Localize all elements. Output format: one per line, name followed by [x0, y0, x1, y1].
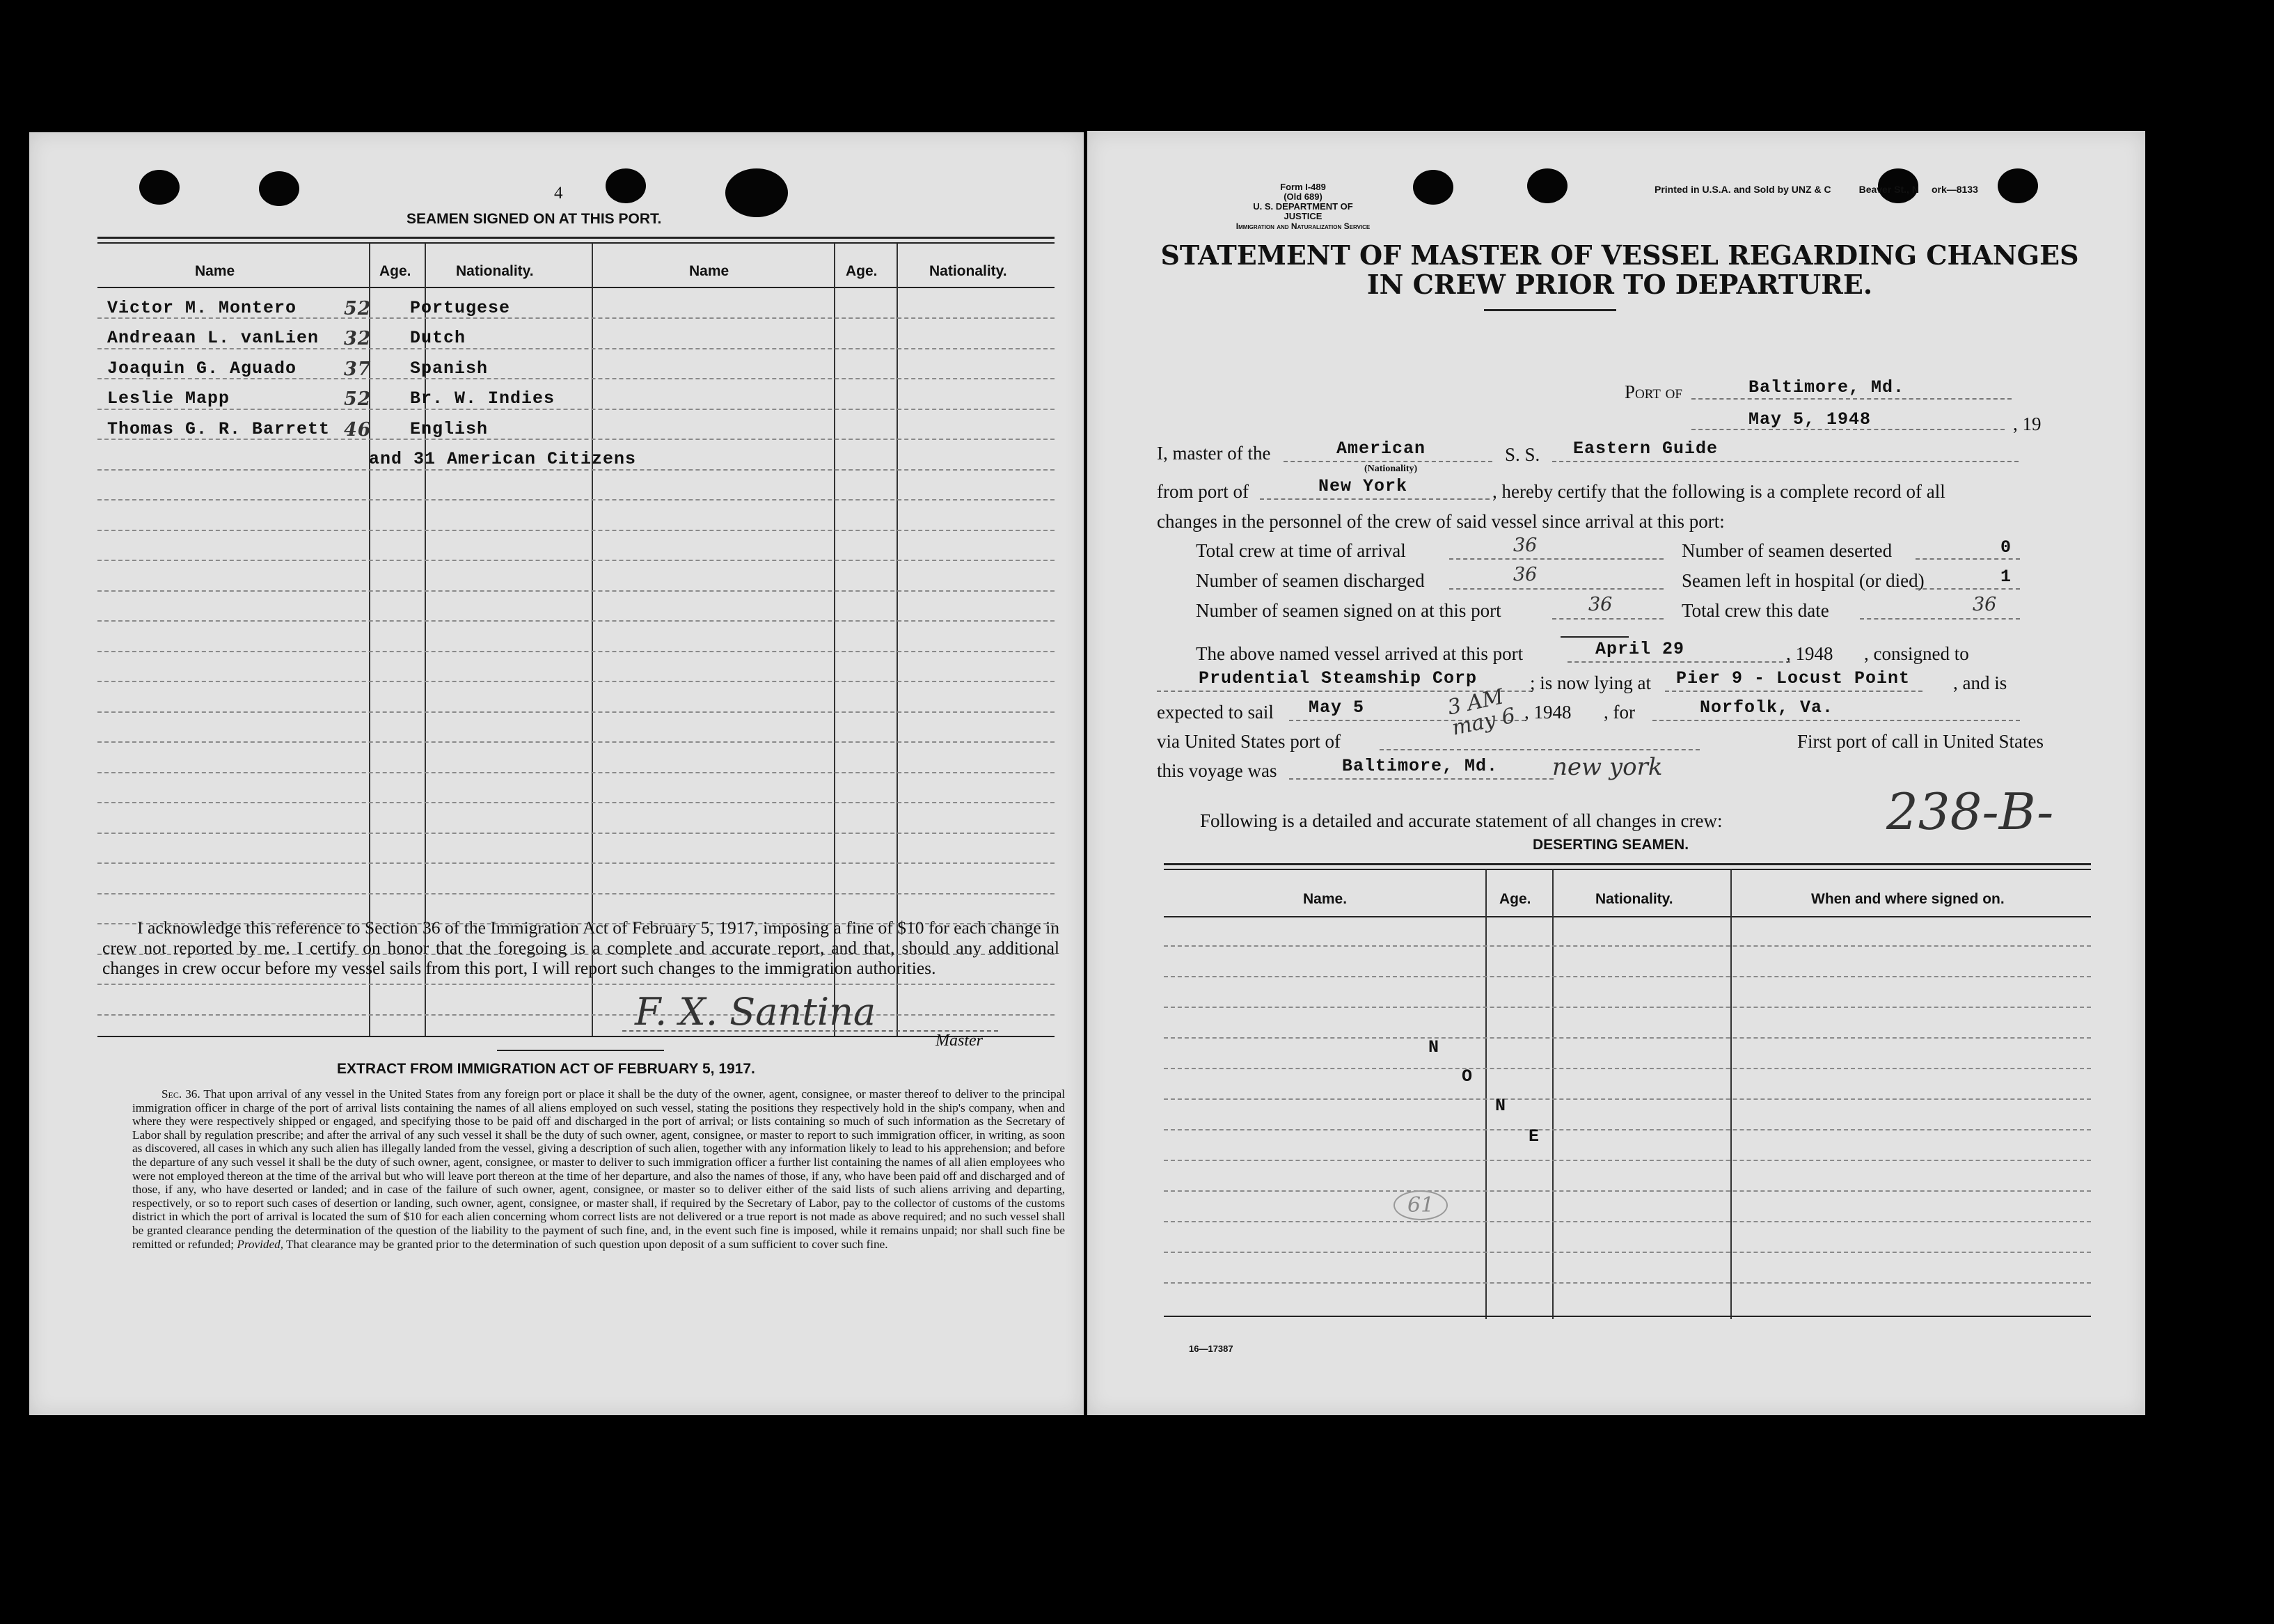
- consignee: Prudential Steamship Corp: [1199, 668, 1478, 688]
- table-row: Thomas G. R. Barrett 46 English: [107, 419, 489, 441]
- total-crew-arrival-value: 36: [1513, 535, 1538, 556]
- circled-note: 61: [1393, 1190, 1448, 1220]
- voyage-port: Baltimore, Md.: [1342, 756, 1499, 776]
- printer-imprint: Printed in U.S.A. and Sold by UNZ & C Beaver St., N ork—8133: [1655, 184, 1978, 195]
- discharged-label: Number of seamen discharged: [1196, 570, 1425, 591]
- master-signature: F. X. Santina: [635, 990, 876, 1034]
- col-header-nationality: Nationality.: [456, 263, 534, 279]
- punch-hole: [259, 171, 299, 206]
- punch-hole: [1413, 170, 1453, 205]
- file-number: 238-B-: [1886, 782, 2054, 841]
- punch-hole: [725, 168, 788, 217]
- arrived-year: , 1948: [1786, 643, 1833, 664]
- table-row: Victor M. Montero 52 Portugese: [107, 298, 511, 320]
- ss-label: S. S.: [1505, 444, 1540, 465]
- col-header-name: Name: [195, 263, 235, 279]
- port-of-value: Baltimore, Md.: [1748, 377, 1905, 397]
- none-letter: E: [1529, 1126, 1540, 1146]
- deserted-label: Number of seamen deserted: [1682, 540, 1893, 561]
- total-today-label: Total crew this date: [1682, 600, 1829, 621]
- expected-label: expected to sail: [1157, 702, 1274, 723]
- col-header-nationality-2: Nationality.: [929, 263, 1007, 279]
- table-row: Leslie Mapp 52 Br. W. Indies: [107, 388, 555, 410]
- destination: Norfolk, Va.: [1700, 697, 1834, 718]
- pier-location: Pier 9 - Locust Point: [1676, 668, 1911, 688]
- none-letter: O: [1462, 1066, 1474, 1087]
- certify-text: , hereby certify that the following is a complete record of all: [1492, 481, 1945, 502]
- desert-col-signed-on: When and where signed on.: [1811, 891, 2005, 907]
- signed-on-value: 36: [1588, 594, 1613, 615]
- master-of-label: I, master of the: [1157, 443, 1271, 464]
- statement-date: May 5, 1948: [1748, 409, 1872, 429]
- changes-text: changes in the personnel of the crew of said vessel since arrival at this port:: [1157, 511, 1725, 532]
- lying-label: ; is now lying at: [1530, 672, 1651, 693]
- discharged-value: 36: [1513, 564, 1538, 585]
- right-page: [1087, 131, 2145, 1415]
- desert-col-age: Age.: [1499, 891, 1531, 907]
- from-port-value: New York: [1318, 476, 1408, 496]
- nationality-caption: (Nationality): [1364, 464, 1418, 474]
- section-36-text: Sec. 36. That upon arrival of any vessel in the United States from any foreign port or place it shall be the duty of the owner, agent, consignee, or master thereof to deliver to the principal immigration officer in charge of the port of arrival lists containing the names of all aliens employed on such vessel, stating the positions they respectively hold in the ship's company, when and where they were respectively shipped or engaged, and specifying those to be paid off and discharged in the port of arrival; or lists containing so much of such information as the Secretary of Labor shall by regulation prescribe; and after the arrival of any such vessel it shall be the duty of such owner, agent, consignee, or master to report to such immigration officer, in writing, as soon as discovered, all cases in which any such alien has illegally landed from the vessel, giving a description of such alien, together with any information likely to lead to his apprehension; and before the departure of any such vessel it shall be the duty of such owner, agent, consignee, or master to deliver to such immigration officer a further list containing the names of all alien employees who were not employed thereon at the time of the arrival but who will leave port thereon at the time of her departure, and also the names of those, if any, who have been paid off and discharged and of those, if any, who have deserted or landed; and in case of the failure of such owner, agent, consignee, or master so to deliver either of the said lists of such aliens arriving and departing, respectively, or so to report such cases of desertion or landing, such owner, agent, consignee, or master shall, if required by the Secretary of Labor, pay to the collector of customs of the customs district in which the port of arrival is located the sum of $10 for each alien concerning whom correct lists are not delivered or a true report is not made as above required; and no such vessel shall be granted clearance pending the determination of the question of the liability to the payment of such fine, and, in the event such fine is imposed, while it remains unpaid; nor shall such fine be remitted or refunded; Provided, That clearance may be granted prior to the determination of such question upon deposit of a sum sufficient to cover such fine.: [132, 1087, 1065, 1251]
- via-label: via United States port of: [1157, 731, 1341, 752]
- punch-hole: [606, 168, 646, 203]
- port-of-label: Port of: [1625, 381, 1682, 402]
- acknowledgement-text: I acknowledge this reference to Section 36 of the Immigration Act of February 5, 1917, imposing a fine of $10 for each change in crew not reported by me. I certify on honor that the foregoing is a complete and accurate report, and that, should any additional changes in crew occur before my vessel sails from this port, I will report such changes to the immigration authorities.: [102, 917, 1059, 978]
- american-citizens-note: and 31 American Citizens: [369, 449, 637, 469]
- table-row: Joaquin G. Aguado 37 Spanish: [107, 358, 489, 380]
- deserted-value: 0: [2000, 537, 2012, 558]
- date-suffix: , 19: [2013, 413, 2042, 434]
- hospital-value: 1: [2000, 567, 2012, 587]
- deserting-seamen-table: [1164, 863, 2091, 1319]
- vessel-name: Eastern Guide: [1573, 439, 1719, 459]
- none-letter: N: [1495, 1096, 1507, 1116]
- page-number: 4: [554, 184, 563, 203]
- footer-code: 16—17387: [1189, 1343, 1233, 1354]
- vessel-nationality: American: [1336, 439, 1426, 459]
- voyage-port-handwritten: new york: [1552, 753, 1663, 781]
- punch-hole: [1527, 168, 1568, 203]
- table-row: Andreaan L. vanLien 32 Dutch: [107, 328, 466, 349]
- form-number: Form I-489 (Old 689) U. S. DEPARTMENT OF JUSTICE Immigration and Naturalization Service: [1235, 182, 1371, 231]
- signed-on-label: Number of seamen signed on at this port: [1196, 600, 1501, 621]
- and-is-label: , and is: [1953, 672, 2007, 693]
- desert-col-name: Name.: [1303, 891, 1348, 907]
- first-call-label: First port of call in United States: [1797, 731, 2044, 752]
- voyage-label: this voyage was: [1157, 760, 1277, 781]
- master-label: Master: [935, 1032, 983, 1050]
- from-port-label: from port of: [1157, 481, 1249, 502]
- arrived-date: April 29: [1595, 639, 1685, 659]
- left-page: [29, 132, 1084, 1415]
- col-header-age-2: Age.: [846, 263, 878, 279]
- hospital-label: Seamen left in hospital (or died): [1682, 570, 1925, 591]
- extract-title: EXTRACT FROM IMMIGRATION ACT OF FEBRUARY 5, 1917.: [337, 1061, 755, 1077]
- sail-year: , 1948: [1524, 702, 1572, 723]
- for-label: , for: [1604, 702, 1635, 723]
- arrived-label: The above named vessel arrived at this port: [1196, 643, 1524, 664]
- consigned-label: , consigned to: [1864, 643, 1969, 664]
- col-header-age: Age.: [379, 263, 411, 279]
- desert-col-nationality: Nationality.: [1595, 891, 1673, 907]
- punch-hole: [1998, 168, 2038, 203]
- form-title: STATEMENT OF MASTER OF VESSEL REGARDING CHANGES IN CREW PRIOR TO DEPARTURE.: [1160, 239, 2079, 300]
- sail-date-handwritten: 3 AM may 6: [1445, 684, 1518, 741]
- col-header-name-2: Name: [689, 263, 729, 279]
- punch-hole: [139, 170, 180, 205]
- total-crew-arrival-label: Total crew at time of arrival: [1196, 540, 1406, 561]
- seamen-signed-on-title: SEAMEN SIGNED ON AT THIS PORT.: [406, 211, 662, 227]
- deserting-seamen-title: DESERTING SEAMEN.: [1533, 837, 1689, 853]
- sail-date: May 5: [1309, 697, 1365, 718]
- total-today-value: 36: [1973, 594, 1997, 615]
- following-label: Following is a detailed and accurate statement of all changes in crew:: [1200, 810, 1723, 831]
- none-letter: N: [1428, 1037, 1440, 1057]
